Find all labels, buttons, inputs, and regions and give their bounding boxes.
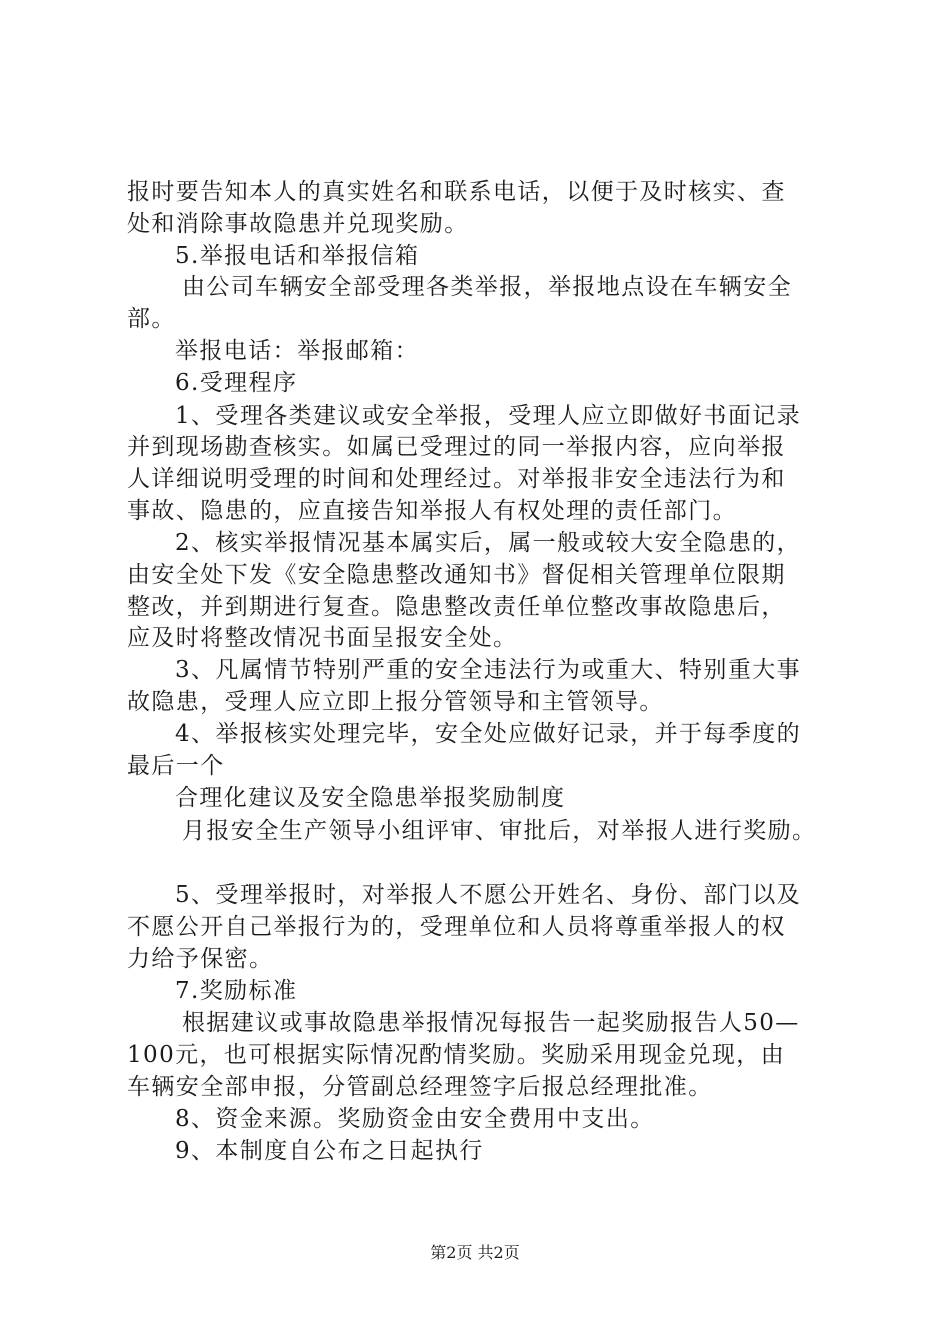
paragraph-line: 由安全处下发《安全隐患整改通知书》督促相关管理单位限期	[127, 562, 786, 588]
paragraph-line: 3、凡属情节特别严重的安全违法行为或重大、特别重大事	[175, 657, 802, 683]
paragraph-line: 最后一个	[127, 753, 225, 779]
page-number-footer: 第2页 共2页	[430, 1243, 520, 1262]
paragraph-line: 举报电话：举报邮箱：	[175, 338, 419, 364]
paragraph-line: 应及时将整改情况书面呈报安全处。	[127, 625, 518, 651]
paragraph-line: 车辆安全部申报，分管副总经理签字后报总经理批准。	[127, 1074, 713, 1100]
paragraph-line: 故隐患，受理人应立即上报分管领导和主管领导。	[127, 689, 664, 715]
paragraph-line: 事故、隐患的，应直接告知举报人有权处理的责任部门。	[127, 498, 737, 524]
paragraph-line: 根据建议或事故隐患举报情况每报告一起奖励报告人50—	[182, 1010, 800, 1036]
paragraph-line: 部。	[127, 306, 176, 332]
paragraph-line: 1、受理各类建议或安全举报，受理人应立即做好书面记录	[175, 403, 802, 429]
paragraph-line: 月报安全生产领导小组评审、审批后，对举报人进行奖励。	[182, 818, 817, 844]
section-heading: 6.受理程序	[175, 370, 298, 396]
paragraph-line: 9、本制度自公布之日起执行	[175, 1138, 484, 1164]
paragraph-line: 报时要告知本人的真实姓名和联系电话，以便于及时核实、查	[127, 179, 786, 205]
document-title: 合理化建议及安全隐患举报奖励制度	[175, 785, 566, 811]
paragraph-line: 8、资金来源。奖励资金由安全费用中支出。	[175, 1106, 655, 1132]
paragraph-line: 2、核实举报情况基本属实后，属一般或较大安全隐患的，	[175, 530, 802, 556]
section-heading: 5.举报电话和举报信箱	[175, 243, 420, 269]
paragraph-line: 处和消除事故隐患并兑现奖励。	[127, 211, 469, 237]
paragraph-line: 不愿公开自己举报行为的，受理单位和人员将尊重举报人的权	[127, 914, 786, 940]
section-heading: 7.奖励标准	[175, 978, 298, 1004]
paragraph-line: 整改，并到期进行复查。隐患整改责任单位整改事故隐患后，	[127, 594, 786, 620]
paragraph-line: 并到现场勘查核实。如属已受理过的同一举报内容，应向举报	[127, 434, 786, 460]
paragraph-line: 由公司车辆安全部受理各类举报，举报地点设在车辆安全	[182, 274, 792, 300]
paragraph-line: 人详细说明受理的时间和处理经过。对举报非安全违法行为和	[127, 466, 786, 492]
paragraph-line: 100元，也可根据实际情况酌情奖励。奖励采用现金兑现，由	[127, 1042, 786, 1068]
paragraph-line: 力给予保密。	[127, 946, 274, 972]
paragraph-line: 4、举报核实处理完毕，安全处应做好记录，并于每季度的	[175, 721, 802, 747]
paragraph-line: 5、受理举报时，对举报人不愿公开姓名、身份、部门以及	[175, 882, 802, 908]
